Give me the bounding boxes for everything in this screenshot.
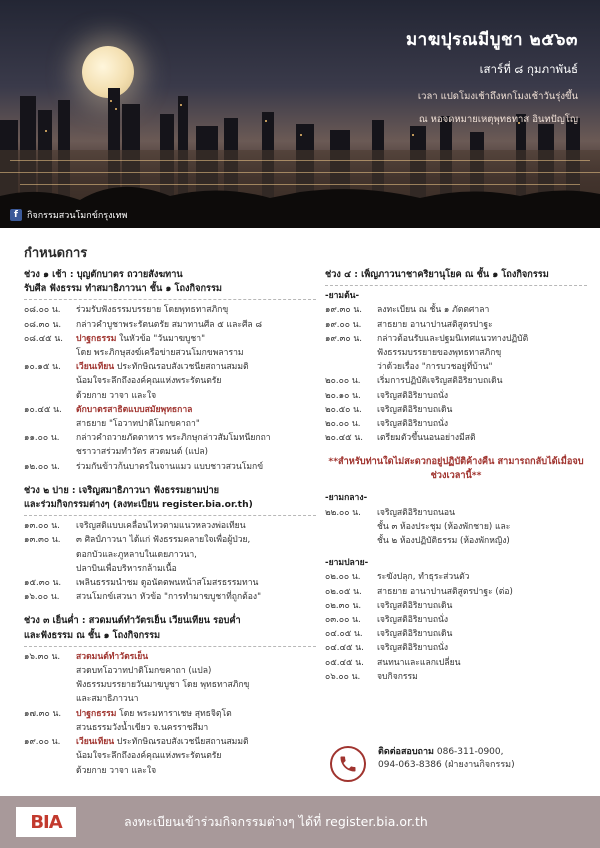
schedule-desc xyxy=(377,670,587,684)
schedule-time: ๑๙.๓๐ น. xyxy=(325,333,362,344)
schedule-desc-rest: ประทักษิณรอบสังเวชนียสถานสมมติ xyxy=(114,362,249,373)
schedule-desc xyxy=(76,403,316,417)
schedule-row-continuation: ด้วยกาย วาจา และใจ xyxy=(76,390,157,401)
schedule-row xyxy=(325,332,587,346)
schedule-desc xyxy=(377,403,587,417)
schedule-desc xyxy=(377,599,587,613)
schedule-row-continuation: ชราวาสร่วมทำวัตร สวดมนต์ (แปล) xyxy=(76,447,208,458)
contact-block xyxy=(330,746,515,782)
session-1-heading: ช่วง ๑ เช้า : บุญตักบาตร ถวายสังฆทาน xyxy=(24,269,183,280)
schedule-highlight: ตักบาตรสาธิตแบบสมัยพุทธกาล xyxy=(76,404,193,415)
schedule-row xyxy=(24,460,316,474)
schedule-highlight: ปาฐกธรรม xyxy=(76,333,117,344)
schedule-row-continuation: น้อมใจระลึกถึงองค์คุณแห่งพระรัตนตรัย xyxy=(76,751,222,762)
section-gap xyxy=(24,474,316,484)
schedule-desc-text: เริ่มการปฏิบัติเจริญสติอิริยาบถเดิน xyxy=(377,376,503,387)
schedule-desc-text: เจริญสติอิริยาบถนั่ง xyxy=(377,390,449,401)
schedule-desc xyxy=(377,570,587,584)
schedule-row-continuation: สาธยาย "โอวาทปาติโมกขคาถา" xyxy=(76,419,200,430)
schedule-desc-text: เจริญสติแบบเคลื่อนไหวตามแนวหลวงพ่อเทียน xyxy=(76,521,246,532)
schedule-desc xyxy=(76,707,316,721)
schedule-row xyxy=(24,303,316,317)
register-link[interactable]: ลงทะเบียนเข้าร่วมกิจกรรมต่างๆ ได้ที่ register.bia.or.th xyxy=(124,814,428,829)
schedule-row xyxy=(24,590,316,604)
schedule-row xyxy=(325,303,587,317)
schedule-desc-text: เจริญสติอิริยาบถเดิน xyxy=(377,629,453,640)
section-gap xyxy=(24,604,316,614)
schedule-desc-text: เจริญสติอิริยาบถนั่ง xyxy=(377,419,449,430)
schedule-time: ๒๐.๔๕ น. xyxy=(325,433,363,444)
hero-banner xyxy=(0,0,600,228)
phone-icon xyxy=(330,746,366,782)
early-watch-label: -ยามต้น- xyxy=(325,291,360,302)
schedule-row xyxy=(325,641,587,655)
schedule-time: ๐๘.๔๕ น. xyxy=(24,333,63,344)
schedule-desc xyxy=(76,650,316,664)
schedule-desc xyxy=(377,585,587,599)
schedule-row xyxy=(24,403,316,417)
schedule-time: ๑๖.๐๐ น. xyxy=(24,592,60,603)
schedule-time: ๑๐.๔๕ น. xyxy=(24,404,62,415)
schedule-desc-text: ลงทะเบียน ณ ชั้น ๑ ภัตตศาลา xyxy=(377,305,490,316)
session-1-subheading: รับศีล ฟังธรรม ทำสมาธิภาวนา ชั้น ๑ โถงกิจกรรม xyxy=(24,282,316,300)
schedule-desc-rest: โดย พระมหาราเชษ สุทธจิตฺโต xyxy=(116,708,232,719)
late-watch-label: -ยามปลาย- xyxy=(325,558,369,569)
schedule-time: ๒๐.๐๐ น. xyxy=(325,419,361,430)
schedule-row xyxy=(24,650,316,664)
schedule-desc xyxy=(76,576,316,590)
schedule-left-column xyxy=(24,268,316,778)
schedule-row-continuation: สวนธรรมวังน้ำเขียว จ.นครราชสีมา xyxy=(76,722,209,733)
schedule-row-continuation: ฟังธรรมบรรยายวันมาฆบูชา โดย พุทธทาสภิกขุ xyxy=(76,680,250,691)
schedule-desc xyxy=(76,533,316,547)
schedule-row-continuation: ชั้น ๓ ห้องประชุม (ห้องพักชาย) และ xyxy=(377,521,511,532)
schedule-desc-text: สนทนาและแลกเปลี่ยน xyxy=(377,657,461,668)
schedule-desc-text: เตรียมตัวขึ้นนอนอย่างมีสติ xyxy=(377,433,476,444)
schedule-section xyxy=(0,228,600,796)
schedule-desc-text: สวนโมกข์เสวนา หัวข้อ "การทำมาฆบูชาที่ถูกต้อง" xyxy=(76,592,262,603)
schedule-time: ๐๔.๔๕ น. xyxy=(325,643,364,654)
schedule-desc xyxy=(76,519,316,533)
schedule-row-continuation: ด้วยกาย วาจา และใจ xyxy=(76,765,157,776)
contact-phone-2[interactable]: 094-063-8386 (ฝ่ายงานกิจกรรม) xyxy=(378,760,515,770)
schedule-highlight: สวดมนต์ทำวัตรเย็น xyxy=(76,651,149,662)
schedule-row xyxy=(325,613,587,627)
session-2-heading: ช่วง ๒ บ่าย : เจริญสมาธิภาวนา ฟังธรรมยามบ่าย xyxy=(24,484,220,496)
overnight-note: **สำหรับท่านใดไม่สะดวกอยู่ปฏิบัติค้างคืน สามารถกลับได้เมื่อจบช่วงเวลานี้** xyxy=(328,456,584,482)
schedule-desc-text: เจริญสติอิริยาบถเดิน xyxy=(377,600,453,611)
facebook-page-name: กิจกรรมสวนโมกข์กรุงเทพ xyxy=(27,211,128,221)
schedule-title: กำหนดการ xyxy=(24,246,88,261)
schedule-desc-text: เพลินธรรมนำชม ดูอนัตตพนหน้าสโมสรธรรมทาน xyxy=(76,578,259,589)
schedule-row xyxy=(24,318,316,332)
schedule-time: ๐๘.๓๐ น. xyxy=(24,319,62,330)
schedule-row-continuation: ชั้น ๒ ห้องปฏิบัติธรรม (ห้องพักหญิง) xyxy=(377,536,510,547)
session-4-heading: ช่วง ๔ : เพ็ญภาวนาชาคริยานุโยค ณ ชั้น ๑ โถงกิจกรรม xyxy=(325,268,587,286)
schedule-desc xyxy=(377,389,587,403)
schedule-time: ๒๐.๐๐ น. xyxy=(325,376,361,387)
schedule-row xyxy=(325,417,587,431)
schedule-highlight: เวียนเทียน xyxy=(76,737,115,748)
contact-phone-1[interactable]: 086-311-0900, xyxy=(436,747,504,757)
schedule-desc-text: สาธยาย อานาปานสติสูตรปาฐะ (ต่อ) xyxy=(377,586,513,597)
schedule-desc xyxy=(377,506,587,520)
schedule-time: ๑๙.๐๐ น. xyxy=(24,737,61,748)
middle-watch-label: -ยามกลาง- xyxy=(325,493,368,504)
schedule-time: ๐๒.๓๐ น. xyxy=(325,600,362,611)
schedule-row xyxy=(24,332,316,346)
schedule-desc-rest: ในหัวข้อ "วันมาฆบูชา" xyxy=(116,333,206,344)
schedule-row xyxy=(325,670,587,684)
schedule-desc-text: เจริญสติอิริยาบถนั่ง xyxy=(377,643,449,654)
schedule-row xyxy=(24,431,316,445)
schedule-desc xyxy=(76,332,316,346)
schedule-row xyxy=(325,374,587,388)
schedule-time: ๑๕.๓๐ น. xyxy=(24,578,62,589)
schedule-desc xyxy=(377,303,587,317)
schedule-desc-text: ร่วมกันข้าวก้นบาตรในจานแมว แบบชาวสวนโมกข์ xyxy=(76,461,264,472)
schedule-time: ๒๐.๕๐ น. xyxy=(325,404,362,415)
schedule-desc xyxy=(377,613,587,627)
schedule-time: ๒๐.๑๐ น. xyxy=(325,390,361,401)
contact-label: ติดต่อสอบถาม xyxy=(378,747,434,757)
schedule-desc-text: เจริญสติอิริยาบถนอน xyxy=(377,507,455,518)
schedule-desc-text: ระฆังปลุก, ทำธุระส่วนตัว xyxy=(377,572,470,583)
schedule-row xyxy=(24,519,316,533)
schedule-right-column xyxy=(325,268,587,684)
schedule-desc xyxy=(76,303,316,317)
schedule-row-continuation: ว่าด้วยเรื่อง "การบวชอยู่ที่บ้าน" xyxy=(377,362,493,373)
schedule-time: ๑๖.๓๐ น. xyxy=(24,651,61,662)
schedule-desc xyxy=(76,431,316,445)
session-3-heading: ช่วง ๓ เย็นค่ำ : สวดมนต์ทำวัตรเย็น เวียนเทียน รอบค่ำ xyxy=(24,615,241,627)
schedule-time: ๑๒.๐๐ น. xyxy=(24,461,60,472)
session-2-subheading: และร่วมกิจกรรมต่างๆ (ลงทะเบียน register.bia.or.th) xyxy=(24,498,316,516)
schedule-row-continuation: ดอกบัวและภูหลาบในเดยภาวนา, xyxy=(76,549,197,560)
schedule-desc xyxy=(76,460,316,474)
schedule-row xyxy=(24,707,316,721)
schedule-row xyxy=(325,389,587,403)
schedule-time: ๑๑.๐๐ น. xyxy=(24,433,60,444)
schedule-time: ๑๓.๓๐ น. xyxy=(24,535,61,546)
schedule-row xyxy=(325,403,587,417)
schedule-desc-rest: ประทักษิณรอบสังเวชนียสถานสมมติ xyxy=(114,737,249,748)
schedule-row-continuation: โดย พระภิกษุสงฆ์เครือข่ายสวนโมกขพลาราม xyxy=(76,348,244,359)
schedule-desc xyxy=(377,374,587,388)
schedule-desc-text: ๓ ศิลป์ภาวนา ได้แก่ ฟังธรรมคลายใจเพื่อผู้ป่วย, xyxy=(76,535,251,546)
bia-logo: BIA xyxy=(16,807,76,837)
schedule-time: ๐๔.๐๕ น. xyxy=(325,629,363,640)
schedule-row xyxy=(325,318,587,332)
schedule-row-continuation: และสมาธิภาวนา xyxy=(76,694,139,705)
event-title: มาฆปุรณมีบูชา ๒๕๖๓ xyxy=(405,30,578,50)
schedule-desc-text: กล่าวต้อนรับและปฐมนิเทศแนวทางปฏิบัติ xyxy=(377,333,529,344)
schedule-row-continuation: สวดบทโอวาทปาติโมกขคาถา (แปล) xyxy=(76,666,212,677)
schedule-row xyxy=(325,431,587,445)
schedule-highlight: เวียนเทียน xyxy=(76,362,115,373)
schedule-time: ๐๘.๐๐ น. xyxy=(24,305,61,316)
schedule-desc-text: กล่าวคำบูชาพระรัตนตรัย สมาทานศีล ๕ และศีล ๘ xyxy=(76,319,263,330)
schedule-time: ๐๖.๐๐ น. xyxy=(325,671,361,682)
schedule-desc xyxy=(377,641,587,655)
schedule-time: ๐๒.๐๕ น. xyxy=(325,586,362,597)
schedule-desc xyxy=(76,360,316,374)
facebook-page-link[interactable] xyxy=(10,208,127,222)
schedule-desc xyxy=(76,318,316,332)
schedule-time: ๑๓.๐๐ น. xyxy=(24,521,60,532)
schedule-row xyxy=(325,585,587,599)
schedule-time: ๐๕.๔๕ น. xyxy=(325,657,364,668)
schedule-desc xyxy=(377,318,587,332)
schedule-desc xyxy=(377,417,587,431)
schedule-row-continuation: ฟังธรรมบรรยายของพุทธทาสภิกขุ xyxy=(377,348,502,359)
schedule-desc-text: เจริญสติอิริยาบถนั่ง xyxy=(377,615,449,626)
schedule-desc-text: ร่วมรับฟังธรรมบรรยาย โดยพุทธทาสภิกขุ xyxy=(76,305,229,316)
schedule-highlight: ปาฐกธรรม xyxy=(76,708,117,719)
schedule-time: ๑๗.๓๐ น. xyxy=(24,708,62,719)
schedule-desc-text: จบกิจกรรม xyxy=(377,671,418,682)
schedule-desc xyxy=(76,590,316,604)
schedule-desc xyxy=(377,431,587,445)
schedule-row xyxy=(24,533,316,547)
schedule-row xyxy=(325,506,587,520)
schedule-desc xyxy=(76,735,316,749)
event-date: เสาร์ที่ ๘ กุมภาพันธ์ xyxy=(479,62,578,76)
schedule-row xyxy=(24,735,316,749)
schedule-row-continuation: น้อมใจระลึกถึงองค์คุณแห่งพระรัตนตรัย xyxy=(76,376,222,387)
footer-bar xyxy=(0,796,600,848)
schedule-row-continuation: ปลาบินเพื่อบริหารกล้ามเนื้อ xyxy=(76,563,177,574)
schedule-row xyxy=(325,599,587,613)
facebook-icon: f xyxy=(10,209,22,221)
schedule-time: ๑๐.๑๕ น. xyxy=(24,362,61,373)
schedule-time: ๐๒.๐๐ น. xyxy=(325,572,361,583)
schedule-desc xyxy=(377,332,587,346)
hero-text-block xyxy=(406,26,578,127)
schedule-row xyxy=(24,360,316,374)
session-3-subheading: และฟังธรรม ณ ชั้น ๑ โถงกิจกรรม xyxy=(24,629,316,647)
schedule-row xyxy=(325,656,587,670)
schedule-desc-text: เจริญสติอิริยาบถเดิน xyxy=(377,404,453,415)
schedule-desc xyxy=(377,656,587,670)
event-place: ณ หอจดหมายเหตุพุทธทาส อินทปัญโญ xyxy=(418,114,578,125)
schedule-row xyxy=(325,570,587,584)
schedule-desc-text: สาธยาย อานาปานสติสูตรปาฐะ xyxy=(377,319,493,330)
schedule-time: ๒๒.๐๐ น. xyxy=(325,507,361,518)
schedule-time: ๐๓.๐๐ น. xyxy=(325,615,361,626)
schedule-time: ๑๙.๓๐ น. xyxy=(325,305,362,316)
schedule-desc xyxy=(377,627,587,641)
schedule-row xyxy=(325,627,587,641)
schedule-row xyxy=(24,576,316,590)
schedule-desc-text: กล่าวคำถวายภัตตาหาร พระภิกษุกล่าวสัมโมทนียกถา xyxy=(76,433,271,444)
event-time: เวลา แปดโมงเช้าถึงหกโมงเช้าวันรุ่งขึ้น xyxy=(417,91,578,102)
schedule-time: ๑๙.๐๐ น. xyxy=(325,319,362,330)
